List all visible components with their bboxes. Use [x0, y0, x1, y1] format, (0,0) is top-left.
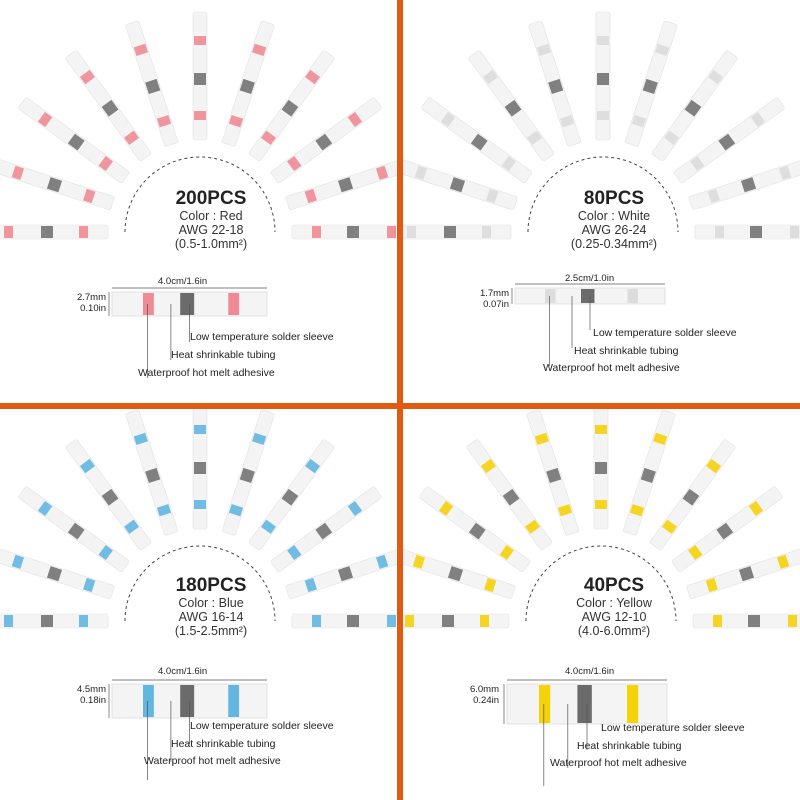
fan-sleeve [695, 225, 800, 239]
sleeve-solder [595, 462, 607, 474]
detail-band [143, 685, 154, 717]
label-solder: Low temperature solder sleeve [601, 722, 745, 734]
detail-band [228, 293, 239, 315]
diameter-in: 0.07in [483, 299, 509, 310]
label-tubing: Heat shrinkable tubing [574, 345, 679, 357]
sleeve-solder [194, 73, 206, 85]
sleeve-band [480, 615, 489, 627]
panel-red [0, 0, 397, 403]
sleeve-band [788, 615, 797, 627]
area-text: (0.25-0.34mm²) [570, 237, 658, 251]
length-label: 4.0cm/1.6in [565, 666, 615, 677]
sleeve-band [312, 615, 321, 627]
detail-band [628, 289, 639, 303]
sleeve-band [4, 226, 13, 238]
awg-text: AWG 12-10 [581, 610, 647, 624]
sleeve-tube [292, 614, 397, 628]
spec-block [539, 575, 689, 638]
area-text: (4.0-6.0mm²) [577, 624, 651, 638]
sleeve-band [387, 226, 396, 238]
label-solder: Low temperature solder sleeve [190, 720, 334, 732]
color-text: Color : Blue [178, 596, 244, 610]
sleeve-band [595, 500, 607, 509]
sleeve-solder [597, 73, 609, 85]
length-label: 2.5cm/1.0in [565, 273, 615, 284]
panel-yellow [403, 409, 800, 800]
sleeve-solder [41, 226, 53, 238]
sleeve-solder [750, 226, 762, 238]
sleeve-band [312, 226, 321, 238]
area-text: (0.5-1.0mm²) [174, 237, 248, 251]
piece-count: 200PCS [175, 188, 247, 209]
detail-solder [581, 289, 595, 303]
diameter-mm: 6.0mm [469, 684, 499, 695]
sleeve-band [194, 500, 206, 509]
sleeve-solder [442, 615, 454, 627]
fan-sleeve [0, 614, 108, 628]
fan-sleeve [526, 410, 579, 536]
sleeve-tube [0, 225, 108, 239]
detail-band [627, 685, 638, 723]
fan-sleeve [292, 225, 397, 239]
diameter-in: 0.18in [80, 695, 106, 706]
sleeve-tube [403, 225, 511, 239]
sleeve-band [715, 226, 724, 238]
sleeve-tube [693, 614, 800, 628]
fan-sleeve [125, 410, 178, 536]
fan-sleeve [0, 225, 108, 239]
diameter-label [68, 292, 106, 314]
sleeve-solder [444, 226, 456, 238]
sleeve-tube [0, 614, 108, 628]
diameter-in: 0.10in [80, 303, 106, 314]
sleeve-band [790, 226, 799, 238]
awg-text: AWG 16-14 [178, 610, 244, 624]
sleeve-solder [194, 462, 206, 474]
fan-sleeve [528, 21, 581, 147]
sleeve-solder [347, 615, 359, 627]
fan-sleeve [222, 21, 275, 147]
label-tubing: Heat shrinkable tubing [171, 349, 276, 361]
detail-band [228, 685, 239, 717]
sleeve-tube [403, 614, 509, 628]
spec-block [136, 575, 286, 638]
fan-sleeve [403, 614, 509, 628]
diameter-label [461, 684, 499, 706]
fan-sleeve [693, 614, 800, 628]
fan-sleeve [623, 410, 676, 536]
label-adhesive: Waterproof hot melt adhesive [550, 757, 687, 769]
sleeve-band [79, 615, 88, 627]
piece-count: 180PCS [175, 575, 247, 596]
fan-sleeve [222, 410, 275, 536]
diameter-label [471, 288, 509, 310]
detail-solder [577, 685, 591, 723]
sleeve-band [595, 425, 607, 434]
area-text: (1.5-2.5mm²) [174, 624, 248, 638]
label-solder: Low temperature solder sleeve [593, 327, 737, 339]
detail-band [545, 289, 556, 303]
color-text: Color : White [577, 209, 651, 223]
sleeve-band [482, 226, 491, 238]
detail-solder [180, 293, 194, 315]
detail-band [539, 685, 550, 723]
sleeve-band [597, 111, 609, 120]
spec-block [136, 188, 286, 251]
detail-solder [180, 685, 194, 717]
sleeve-band [194, 36, 206, 45]
sleeve-band [405, 615, 414, 627]
diameter-mm: 4.5mm [76, 684, 106, 695]
fan-sleeve [125, 21, 178, 147]
sleeve-band [597, 36, 609, 45]
sleeve-band [194, 111, 206, 120]
panel-blue [0, 409, 397, 800]
panel-white [403, 0, 800, 403]
sleeve-tube [695, 225, 800, 239]
piece-count: 40PCS [583, 575, 645, 596]
diameter-mm: 1.7mm [479, 288, 509, 299]
fan-sleeve [403, 225, 511, 239]
detail-band [143, 293, 154, 315]
sleeve-solder [748, 615, 760, 627]
label-adhesive: Waterproof hot melt adhesive [543, 362, 680, 374]
sleeve-band [407, 226, 416, 238]
awg-text: AWG 26-24 [581, 223, 647, 237]
fan-sleeve [594, 409, 608, 529]
sleeve-band [4, 615, 13, 627]
sleeve-band [387, 615, 396, 627]
spec-block [539, 188, 689, 251]
fan-sleeve [193, 409, 207, 529]
sleeve-solder [347, 226, 359, 238]
label-solder: Low temperature solder sleeve [190, 331, 334, 343]
length-label: 4.0cm/1.6in [158, 666, 208, 677]
awg-text: AWG 22-18 [178, 223, 244, 237]
sleeve-band [194, 425, 206, 434]
color-text: Color : Red [179, 209, 243, 223]
label-tubing: Heat shrinkable tubing [577, 740, 682, 752]
sleeve-band [713, 615, 722, 627]
sleeve-band [79, 226, 88, 238]
length-label: 4.0cm/1.6in [158, 276, 208, 287]
color-text: Color : Yellow [576, 596, 652, 610]
fan-sleeve [193, 12, 207, 140]
label-tubing: Heat shrinkable tubing [171, 738, 276, 750]
label-adhesive: Waterproof hot melt adhesive [144, 755, 281, 767]
fan-sleeve [596, 12, 610, 140]
diameter-mm: 2.7mm [76, 292, 106, 303]
label-adhesive: Waterproof hot melt adhesive [138, 367, 275, 379]
piece-count: 80PCS [583, 188, 645, 209]
sleeve-tube [292, 225, 397, 239]
diameter-in: 0.24in [473, 695, 499, 706]
fan-sleeve [625, 21, 678, 147]
diameter-label [68, 684, 106, 706]
sleeve-solder [41, 615, 53, 627]
fan-sleeve [292, 614, 397, 628]
